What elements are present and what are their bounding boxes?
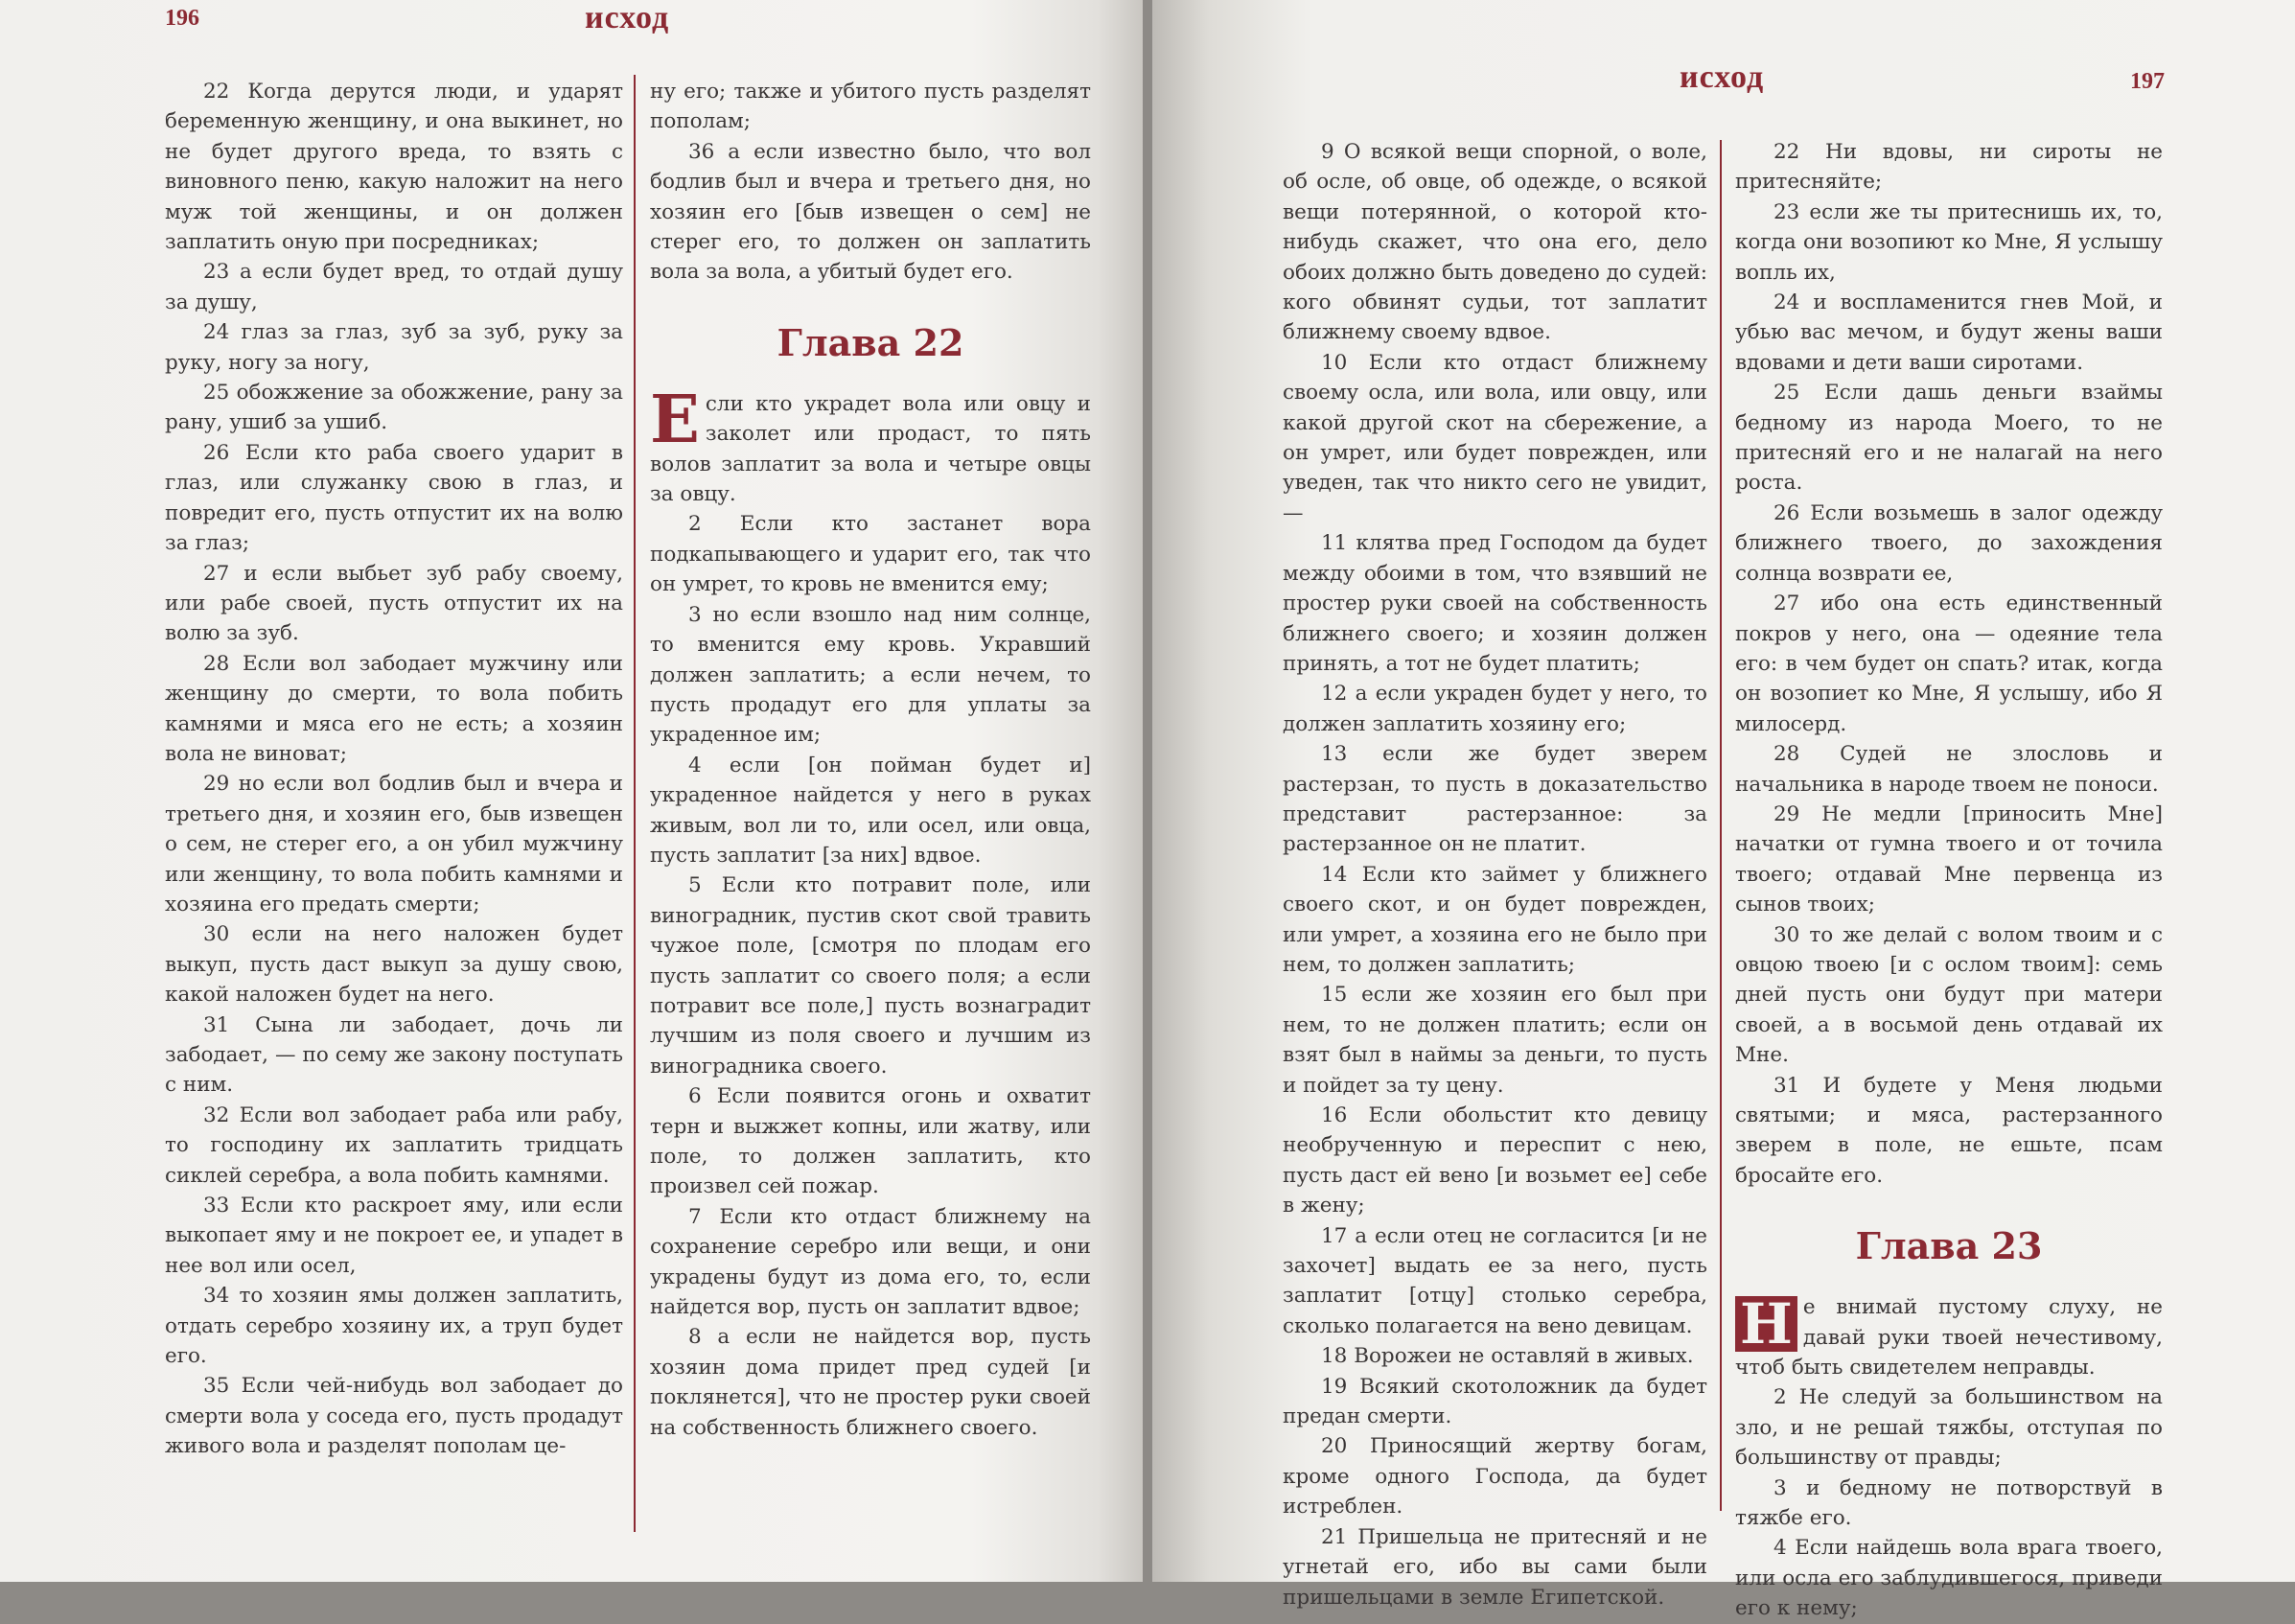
verse-paragraph: 4 если [он пойман будет и] украденное найдется у него в руках живым, вол ли то, или осел, или овца, пусть заплатит [за них] вдвое. (650, 753, 1091, 868)
verse-paragraph: 35 Если чей-нибудь вол забодает до смерти вола у соседа его, пусть продадут живого вола и разделят пополам це- (165, 1374, 623, 1459)
verse-paragraph: 21 Пришельца не притесняй и не угнетай его, ибо вы сами были пришельцами в земле Египетской. (1283, 1524, 1707, 1610)
verse-paragraph: ну его; также и убитого пусть разделят пополам; (650, 80, 1091, 134)
verse-paragraph: 3 но если взошло над ним солнце, то вменится ему кровь. Укравший должен заплатить; а если нечем, то пусть продадут его для уплаты за украденное им; (650, 602, 1091, 748)
verse-paragraph: 30 то же делай с волом твоим и с овцою твоею [и с ослом твоим]: семь дней пусть они будут при матери своей, а в восьмой день отдавай их Мне. (1735, 922, 2163, 1068)
chapter-title-23: Глава 23 (1855, 1224, 2043, 1268)
drop-cap-22: Е (650, 381, 700, 458)
right-column-2 (1735, 137, 2163, 1624)
right-column-1 (1283, 137, 1707, 1612)
verse-paragraph: 25 Если дашь деньги взаймы бедному из народа Моего, то не притесняй его и не налагай на него роста. (1735, 381, 2163, 496)
verse-paragraph: 11 клятва пред Господом да будет между обоими в том, что взявший не простер руки своей на собственность ближнего своего; и хозяин должен принять, а тот не будет платить; (1283, 531, 1707, 676)
verse-paragraph: 26 Если возьмешь в залог одежду ближнего твоего, до захождения солнца возврати ее, (1735, 500, 2163, 586)
right-page (1152, 0, 2295, 1621)
verse-paragraph: 13 если же будет зверем растерзан, то пусть в доказательство представит растерзанное: за растерзанное он не платит. (1283, 742, 1707, 857)
verse-paragraph: 2 Не следуй за большинством на зло, и не решай тяжбы, отступая по большинству от правды; (1735, 1385, 2163, 1471)
verse-paragraph: 27 ибо она есть единственный покров у него, она — одеяние тела его: в чем будет он спать? итак, когда он возопиет ко Мне, Я услышу, ибо Я милосерд. (1735, 592, 2163, 736)
chapter-22-first-verse: Если кто украдет вола или овцу и заколет или продаст, то пять волов заплатит за вола и четыре овцы за овцу. (650, 381, 1091, 507)
verse-paragraph: 17 а если отец не согласится [и не захочет] выдать ее за него, пусть заплатит [отцу] столько серебра, сколько полагается на вено девицам. (1283, 1223, 1707, 1338)
verse-paragraph: 7 Если кто отдаст ближнему на сохранение серебро или вещи, и они украдены будут из дома его, то, если найдется вор, пусть он заплатит вдвое; (650, 1204, 1091, 1320)
verse-paragraph: 3 и бедному не потворствуй в тяжбе его. (1735, 1475, 2163, 1531)
drop-cap-23: Н (1735, 1296, 1797, 1352)
left-column-1 (165, 77, 623, 1462)
verse-paragraph: 4 Если найдешь вола врага твоего, или осла его заблудившегося, приведи его к нему; (1735, 1536, 2163, 1621)
verse-paragraph: 22 Ни вдовы, ни сироты не притесняйте; (1735, 140, 2163, 195)
verse-paragraph: 30 если на него наложен будет выкуп, пусть даст выкуп за душу свою, какой наложен будет на него. (165, 922, 623, 1008)
column-divider-left (634, 75, 636, 1532)
verse-paragraph: 6 Если появится огонь и охватит терн и выжжет копны, или жатву, или поле, то должен заплатить, кто произвел сей пожар. (650, 1084, 1091, 1199)
verse-paragraph: 29 Не медли [приносить Мне] начатки от гумна твоего и от точила твоего; отдавай Мне первенца из сынов твоих; (1735, 801, 2163, 917)
page-number-left: 196 (165, 6, 199, 31)
running-head-left: исход (585, 0, 670, 35)
verse-paragraph: 31 И будете у Меня людьми святыми; и мяса, растерзанного зверем в поле, не ешьте, псам бросайте его. (1735, 1073, 2163, 1188)
verse-paragraph: 27 и если выбьет зуб рабу своему, или рабе своей, пусть отпустит их на волю за зуб. (165, 561, 623, 646)
page-number-right: 197 (2130, 69, 2165, 94)
verse-paragraph: 25 обожжение за обожжение, рану за рану, ушиб за ушиб. (165, 381, 623, 435)
verse-paragraph: 12 а если украден будет у него, то должен заплатить хозяину его; (1283, 682, 1707, 736)
running-head-right: исход (1680, 59, 1765, 95)
verse-paragraph: 34 то хозяин ямы должен заплатить, отдать серебро хозяину их, а труп будет его. (165, 1284, 623, 1369)
verse-paragraph: 24 и воспламенится гнев Мой, и убью вас мечом, и будут жены ваши вдовами и дети ваши сиротами. (1735, 290, 2163, 375)
verse-paragraph: 31 Сына ли забодает, дочь ли забодает, — по сему же закону поступать с ним. (165, 1012, 623, 1098)
verse-paragraph: 28 Если вол забодает мужчину или женщину до смерти, то вола побить камнями и мяса его не есть; а хозяин вола не виноват; (165, 651, 623, 766)
verse-paragraph: 15 если же хозяин его был при нем, то не должен платить; если он взят был в наймы за деньги, то пусть и пойдет за ту цену. (1283, 983, 1707, 1098)
verse-paragraph: 22 Когда дерутся люди, и ударят беременную женщину, и она выкинет, но не будет другого вреда, то взять с виновного пеню, какую наложит на него муж той женщины, и он должен заплатить оную при посредниках; (165, 80, 623, 255)
verse-paragraph: 10 Если кто отдаст ближнему своему осла, или вола, или овцу, или какой другой скот на сбережение, а он умрет, или будет поврежден, или уведен, так что никто сего не увидит, — (1283, 350, 1707, 525)
verse-paragraph: 24 глаз за глаз, зуб за зуб, руку за руку, ногу за ногу, (165, 320, 623, 375)
left-page (0, 0, 1143, 1582)
verse-paragraph: 18 Ворожеи не оставляй в живых. (1321, 1344, 1694, 1369)
verse-paragraph: 36 а если известно было, что вол бодлив был и вчера и третьего дня, но хозяин его [быв извещен о сем] не стерег его, то должен он заплатить вола за вола, а убитый будет его. (650, 139, 1091, 285)
verse-paragraph: 2 Если кто застанет вора подкапывающего и ударит его, так что он умрет, то кровь не вменится ему; (650, 512, 1091, 597)
verse-paragraph: 28 Судей не злословь и начальника в народе твоем не поноси. (1735, 742, 2163, 797)
verse-paragraph: 32 Если вол забодает раба или рабу, то господину их заплатить тридцать сиклей серебра, а вола побить камнями. (165, 1102, 623, 1188)
verse-paragraph: 16 Если обольстит кто девицу необрученную и переспит с нею, пусть даст ей вено [и возьмет ее] себе в жену; (1283, 1103, 1707, 1218)
verse-paragraph: 33 Если кто раскроет яму, или если выкопает яму и не покроет ее, и упадет в нее вол или осел, (165, 1194, 623, 1278)
verse-paragraph: 5 Если кто потравит поле, или виноградник, пустив скот свой травить чужое поле, [смотря по плодам его пусть заплатит со своего поля; а если потравит все поле,] пусть вознаградит лучшим из поля своего и лучшим из виноградника своего. (650, 873, 1091, 1079)
verse-paragraph: 20 Приносящий жертву богам, кроме одного Господа, да будет истреблен. (1283, 1434, 1707, 1520)
verse-paragraph: 9 О всякой вещи спорной, о воле, об осле, об овце, об одежде, о всякой вещи потерянной, о которой кто-нибудь скажет, что она его, дело обоих должно быть доведено до судей: кого обвинят судьи, тот заплатит ближнему своему вдвое. (1283, 140, 1707, 345)
verse-paragraph: 23 если же ты притеснишь их, то, когда они возопиют ко Мне, Я услышу вопль их, (1735, 199, 2163, 285)
verse-paragraph: 14 Если кто займет у ближнего своего скот, и он будет поврежден, или умрет, а хозяина его не было при нем, то должен заплатить; (1283, 862, 1707, 977)
verse-paragraph: 29 но если вол бодлив был и вчера и третьего дня, и хозяин его, быв извещен о сем, не стерег его, а он убил мужчину или женщину, то вола побить камнями и хозяина его предать смерти; (165, 772, 623, 916)
column-divider-right (1720, 140, 1722, 1511)
verse-paragraph: 19 Всякий скотоложник да будет предан смерти. (1283, 1374, 1707, 1429)
verse-paragraph: 23 а если будет вред, то отдай душу за душу, (165, 260, 623, 314)
verse-paragraph: 8 а если не найдется вор, пусть хозяин дома придет пред судей [и поклянется], что не простер руки своей на собственность ближнего своего. (650, 1325, 1091, 1440)
chapter-title-22: Глава 22 (777, 320, 964, 364)
chapter-23-first-verse: Н е внимай пустому слуху, не давай руки твоей нечестивому, чтоб быть свидетелем неправды. (1735, 1291, 2163, 1380)
verse-paragraph: 26 Если кто раба своего ударит в глаз, или служанку свою в глаз, и повредит его, пусть отпустит их на волю за глаз; (165, 440, 623, 556)
left-column-2 (650, 77, 1091, 1443)
